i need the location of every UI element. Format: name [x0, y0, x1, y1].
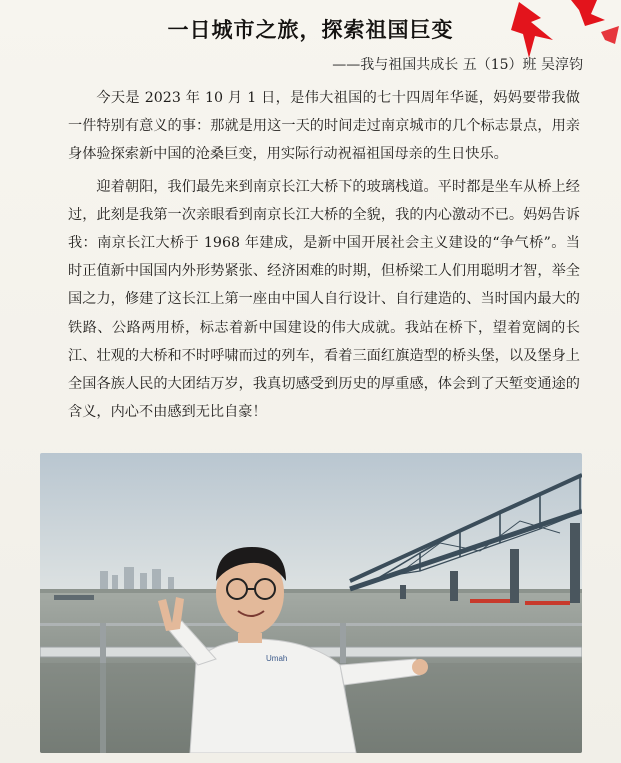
shirt-print: Umah [266, 654, 288, 663]
article-body [68, 84, 580, 430]
paragraph-2: 迎着朝阳，我们最先来到南京长江大桥下的玻璃栈道。平时都是坐车从桥上经过，此刻是我第一次亲眼看到南京长江大桥的全貌，我的内心激动不已。妈妈告诉我：南京长江大桥于 1968 年建成，是新中国开展社会主义建设的“争气桥”。当时正值新中国国内外形势紧张、经济困难的时期，但桥梁工人们用聪明才智，举全国之力，修建了这长江上第一座由中国人自行设计、自行建造的、当时国内最大的铁路、公路两用桥，标志着新中国建设的伟大成就。我站在桥下，望着宽阔的长江、壮观的大桥和不时呼啸而过的列车，看着三面红旗造型的桥头堡，以及堡身上全国各族人民的大团结万岁，我真切感受到历史的厚重感，体会到了天堑变通途的含义，内心不由感到无比自豪！ [68, 178, 580, 421]
paragraph-1: 今天是 2023 年 10 月 1 日，是伟大祖国的七十四周年华诞，妈妈要带我做一件特别有意义的事：那就是用这一天的时间走过南京城市的几个标志景点，用亲身体验探索新中国的沧桑巨变，用实际行动祝福祖国母亲的生日快乐。 [68, 90, 580, 163]
article-byline: ——我与祖国共成长 五（15）班 吴淳钧 [332, 57, 583, 73]
bridge-photo [40, 453, 582, 753]
article-title: 一日城市之旅，探索祖国巨变 [167, 17, 454, 42]
